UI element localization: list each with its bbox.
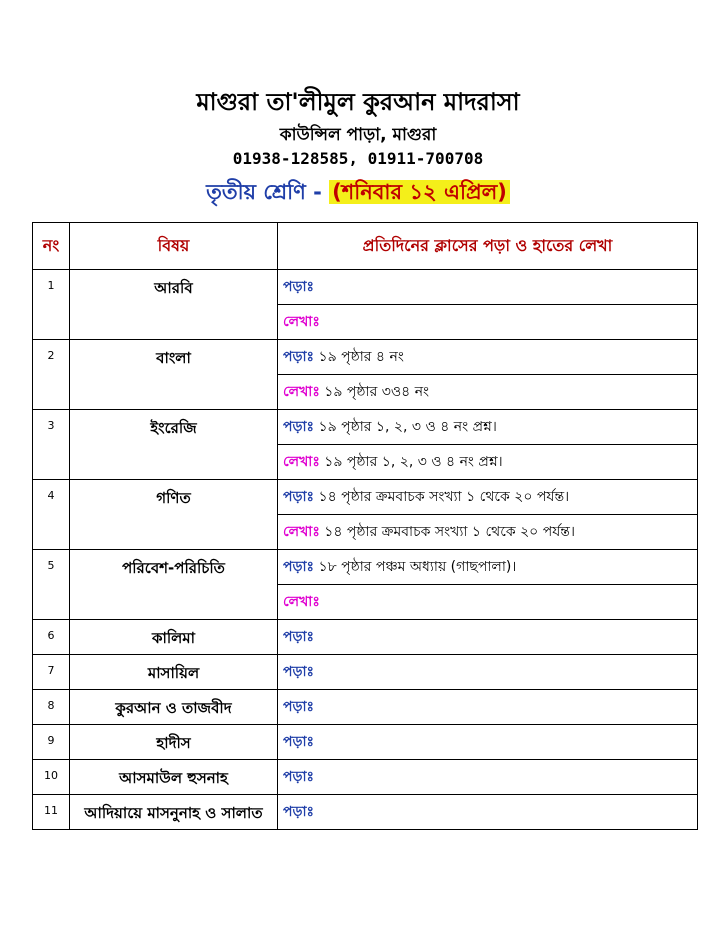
writing-label: লেখাঃ: [283, 524, 320, 540]
reading-label: পড়াঃ: [283, 629, 315, 645]
writing-task: [278, 445, 698, 480]
subject-name: কুরআন ও তাজবীদ: [70, 690, 278, 725]
subject-name: বাংলা: [70, 340, 278, 410]
row-number: 1: [33, 270, 70, 340]
reading-label: পড়াঃ: [283, 699, 315, 715]
reading-task: [278, 550, 698, 585]
reading-label: পড়াঃ: [283, 664, 315, 680]
header-daily-lesson: প্রতিদিনের ক্লাসের পড়া ও হাতের লেখা: [278, 223, 698, 270]
writing-task: [278, 305, 698, 340]
writing-text: ১৯ পৃষ্ঠার ৩ও৪ নং: [319, 384, 430, 400]
row-number: 2: [33, 340, 70, 410]
page-title: মাগুরা তা'লীমুল কুরআন মাদরাসা: [196, 88, 520, 116]
subject-name: পরিবেশ-পরিচিতি: [70, 550, 278, 620]
reading-text: ১৪ পৃষ্ঠার ক্রমবাচক সংখ্যা ১ থেকে ২০ পর্যন্ত।: [314, 489, 570, 505]
writing-label: লেখাঃ: [283, 594, 320, 610]
reading-task: [278, 410, 698, 445]
reading-task: [278, 725, 698, 760]
reading-label: পড়াঃ: [283, 769, 315, 785]
reading-task: [278, 690, 698, 725]
reading-label: পড়াঃ: [283, 489, 315, 505]
subject-name: গণিত: [70, 480, 278, 550]
reading-task: [278, 760, 698, 795]
row-number: 9: [33, 725, 70, 760]
reading-task: [278, 795, 698, 830]
table-row: [33, 480, 698, 515]
class-separator: -: [305, 180, 330, 204]
subject-name: কালিমা: [70, 620, 278, 655]
class-line: [0, 176, 716, 211]
phone-numbers: 01938-128585, 01911-700708: [232, 149, 484, 168]
table-row: [33, 655, 698, 690]
table-row: [33, 725, 698, 760]
header-subject: বিষয়: [70, 223, 278, 270]
routine-table: [32, 222, 698, 830]
subject-name: আসমাউল হুসনাহ: [70, 760, 278, 795]
table-body: [33, 270, 698, 830]
reading-label: পড়াঃ: [283, 734, 315, 750]
row-number: 11: [33, 795, 70, 830]
subject-name: আরবি: [70, 270, 278, 340]
table-row: [33, 270, 698, 305]
row-number: 7: [33, 655, 70, 690]
reading-task: [278, 620, 698, 655]
reading-task: [278, 480, 698, 515]
writing-label: লেখাঃ: [283, 454, 320, 470]
row-number: 3: [33, 410, 70, 480]
reading-label: পড়াঃ: [283, 279, 315, 295]
table-row: [33, 410, 698, 445]
reading-text: ১৯ পৃষ্ঠার ৪ নং: [314, 349, 404, 365]
row-number: 6: [33, 620, 70, 655]
reading-label: পড়াঃ: [283, 559, 315, 575]
table-row: [33, 550, 698, 585]
reading-label: পড়াঃ: [283, 804, 315, 820]
reading-task: [278, 340, 698, 375]
subject-name: আদিয়ায়ে মাসনুনাহ ও সালাত: [70, 795, 278, 830]
table-row: [33, 760, 698, 795]
reading-text: ১৯ পৃষ্ঠার ১, ২, ৩ ও ৪ নং প্রশ্ন।: [314, 419, 497, 435]
table-row: [33, 690, 698, 725]
writing-label: লেখাঃ: [283, 384, 320, 400]
reading-task: [278, 655, 698, 690]
writing-task: [278, 515, 698, 550]
writing-task: [278, 375, 698, 410]
subject-name: হাদীস: [70, 725, 278, 760]
row-number: 8: [33, 690, 70, 725]
writing-label: লেখাঃ: [283, 314, 320, 330]
table-header-row: [33, 223, 698, 270]
reading-label: পড়াঃ: [283, 349, 315, 365]
subject-name: ইংরেজি: [70, 410, 278, 480]
row-number: 10: [33, 760, 70, 795]
class-name: তৃতীয় শ্রেণি: [206, 180, 306, 204]
subject-name: মাসায়িল: [70, 655, 278, 690]
reading-task: [278, 270, 698, 305]
table-row: [33, 620, 698, 655]
table-row: [33, 795, 698, 830]
row-number: 4: [33, 480, 70, 550]
row-number: 5: [33, 550, 70, 620]
writing-task: [278, 585, 698, 620]
table-row: [33, 340, 698, 375]
writing-text: ১৪ পৃষ্ঠার ক্রমবাচক সংখ্যা ১ থেকে ২০ পর্যন্ত।: [319, 524, 575, 540]
date-highlight: (শনিবার ১২ এপ্রিল): [329, 180, 510, 204]
address: কাউন্সিল পাড়া, মাগুরা: [279, 125, 437, 145]
reading-text: ১৮ পৃষ্ঠার পঞ্চম অধ্যায় (গাছপালা)।: [314, 559, 517, 575]
writing-text: ১৯ পৃষ্ঠার ১, ২, ৩ ও ৪ নং প্রশ্ন।: [319, 454, 503, 470]
header-number: নং: [33, 223, 70, 270]
reading-label: পড়াঃ: [283, 419, 315, 435]
